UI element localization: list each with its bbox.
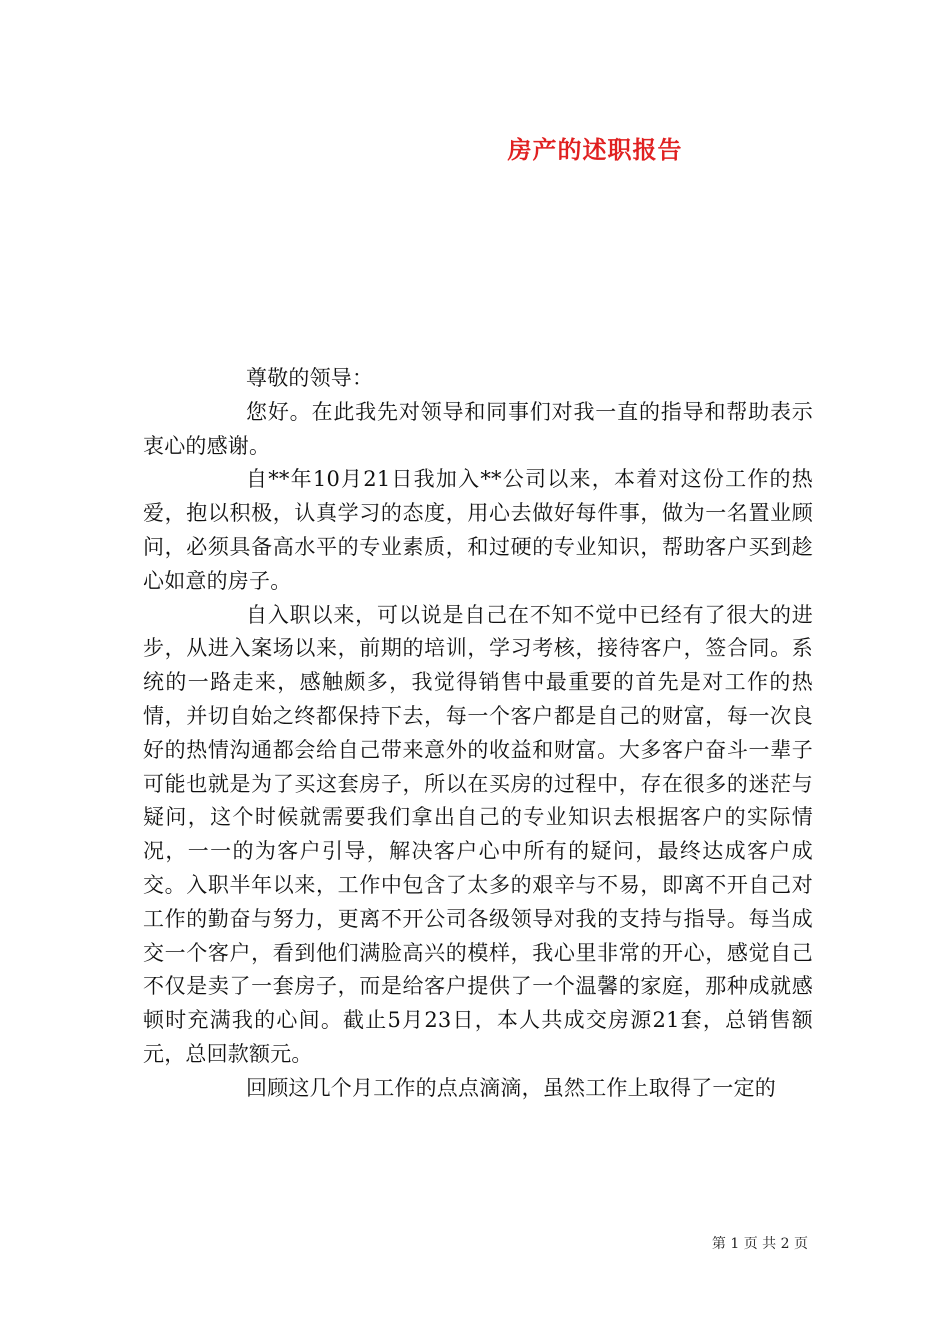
document-body bbox=[143, 362, 813, 1106]
document-title: 房产的述职报告 bbox=[507, 135, 683, 164]
page-number-footer: 第 1 页 共 2 页 bbox=[711, 1236, 808, 1252]
paragraph-review: 回顾这几个月工作的点点滴滴，虽然工作上取得了一定的 bbox=[246, 1075, 776, 1100]
paragraph-introduction: 自**年10月21日我加入**公司以来，本着对这份工作的热爱，抱以积极，认真学习的态度，用心去做好每件事，做为一名置业顾问，必须具备高水平的专业素质，和过硬的专业知识，帮助客户买到趁心如意的房子。 bbox=[143, 467, 813, 593]
paragraph-experience: 自入职以来，可以说是自己在不知不觉中已经有了很大的进步，从进入案场以来，前期的培训，学习考核，接待客户，签合同。系统的一路走来，感触颇多，我觉得销售中最重要的首先是对工作的热情，并切自始之终都保持下去，每一个客户都是自己的财富，每一次良好的热情沟通都会给自己带来意外的收益和财富。大多客户奋斗一辈子可能也就是为了买这套房子，所以在买房的过程中，存在很多的迷茫与疑问，这个时候就需要我们拿出自己的专业知识去根据客户的实际情况，一一的为客户引导，解决客户心中所有的疑问，最终达成客户成交。入职半年以来，工作中包含了太多的艰辛与不易，即离不开自己对工作的勤奋与努力，更离不开公司各级领导对我的支持与指导。每当成交一个客户，看到他们满脸高兴的模样，我心里非常的开心，感觉自己不仅是卖了一套房子，而是给客户提供了一个温馨的家庭，那种成就感顿时充满我的心间。截止5月23日，本人共成交房源21套，总销售额元，总回款额元。 bbox=[143, 602, 813, 1066]
paragraph-greeting: 您好。在此我先对领导和同事们对我一直的指导和帮助表示衷心的感谢。 bbox=[143, 399, 813, 458]
salutation: 尊敬的领导： bbox=[246, 366, 374, 390]
